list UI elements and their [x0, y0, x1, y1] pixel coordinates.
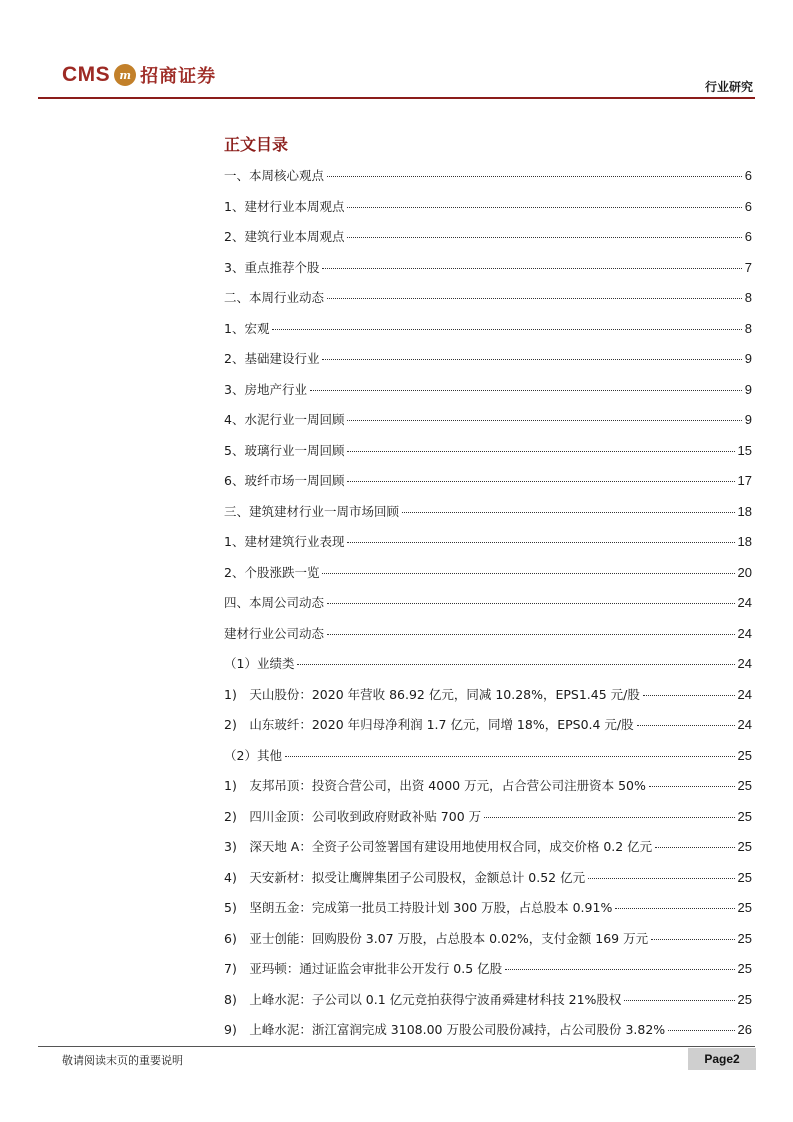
toc-entry-page: 25 — [737, 930, 752, 946]
company-logo — [62, 62, 216, 88]
toc-dot-leader — [297, 664, 734, 665]
toc-entry-label: 5) 坚朗五金：完成第一批员工持股计划 300 万股，占总股本 0.91% — [224, 900, 613, 915]
toc-dot-leader — [322, 268, 741, 269]
toc-dot-leader — [310, 390, 742, 391]
toc-entry[interactable] — [224, 532, 752, 563]
toc-entry-label: 建材行业公司动态 — [224, 625, 325, 641]
toc-entry[interactable] — [224, 593, 752, 624]
logo-latin-text: CMS — [62, 63, 111, 86]
toc-dot-leader — [668, 1030, 734, 1031]
toc-entry[interactable] — [224, 837, 752, 868]
toc-entry-label: 1、建材行业本周观点 — [224, 198, 345, 214]
toc-entry-label: 6、玻纤市场一周回顾 — [224, 473, 345, 488]
toc-dot-leader — [285, 756, 735, 757]
toc-entry-page: 9 — [744, 351, 752, 366]
toc-entry-page: 8 — [744, 290, 752, 305]
toc-dot-leader — [327, 176, 742, 177]
toc-entry[interactable] — [224, 746, 752, 777]
toc-dot-leader — [347, 542, 734, 543]
toc-entry-page: 24 — [737, 625, 752, 641]
toc-entry[interactable] — [224, 868, 752, 899]
toc-dot-leader — [347, 451, 734, 452]
toc-dot-leader — [637, 725, 735, 726]
toc-title: 正文目录 — [224, 135, 289, 154]
toc-entry[interactable] — [224, 410, 752, 441]
toc-entry-label: 2、基础建设行业 — [224, 351, 320, 366]
toc-entry-label: 9) 上峰水泥：浙江富润完成 3108.00 万股公司股份减持，占公司股份 3.82% — [224, 1022, 666, 1037]
toc-dot-leader — [347, 207, 741, 208]
toc-entry-page: 6 — [744, 168, 752, 183]
toc-entry-label: （1）业绩类 — [224, 656, 295, 671]
toc-entry-label: 7) 亚玛顿：通过证监会审批非公开发行 0.5 亿股 — [224, 961, 503, 976]
toc-dot-leader — [347, 420, 741, 421]
toc-entry-page: 25 — [737, 747, 752, 763]
toc-entry-label: 3、房地产行业 — [224, 381, 307, 397]
toc-dot-leader — [322, 359, 741, 360]
toc-entry-label: 4、水泥行业一周回顾 — [224, 412, 345, 427]
toc-entry-label: 1) 友邦吊顶：投资合营公司，出资 4000 万元，占合营公司注册资本 50% — [224, 778, 646, 793]
toc-entry-label: 2) 四川金顶：公司收到政府财政补贴 700 万 — [224, 808, 482, 824]
toc-dot-leader — [322, 573, 734, 574]
toc-entry-label: 8) 上峰水泥：子公司以 0.1 亿元竞拍获得宁波甬舜建材科技 21%股权 — [224, 991, 622, 1007]
toc-entry-label: 6) 亚士创能：回购股份 3.07 万股，占总股本 0.02%，支付金额 169 万元 — [224, 930, 649, 946]
toc-dot-leader — [347, 481, 734, 482]
toc-entry-page: 9 — [744, 381, 752, 397]
logo-emblem-letter: m — [119, 68, 131, 82]
toc-entry-label: （2）其他 — [224, 747, 282, 763]
toc-entry-label: 四、本周公司动态 — [224, 595, 325, 610]
toc-entry-page: 25 — [737, 869, 752, 885]
toc-entry-page: 25 — [737, 961, 752, 976]
toc-dot-leader — [649, 786, 735, 787]
footer-disclaimer: 敬请阅读末页的重要说明 — [62, 1054, 183, 1067]
header-divider — [38, 97, 755, 99]
toc-entry[interactable] — [224, 654, 752, 685]
toc-entry-page: 24 — [737, 595, 752, 610]
toc-entry[interactable] — [224, 959, 752, 990]
logo-emblem-icon — [114, 64, 136, 86]
toc-dot-leader — [484, 817, 734, 818]
toc-entry[interactable] — [224, 929, 752, 960]
toc-entry[interactable] — [224, 349, 752, 380]
page-number-badge: Page2 — [688, 1048, 756, 1070]
toc-entry-page: 18 — [737, 534, 752, 549]
toc-dot-leader — [347, 237, 741, 238]
toc-entry[interactable] — [224, 380, 752, 411]
toc-entry[interactable] — [224, 776, 752, 807]
toc-entry-page: 6 — [744, 229, 752, 244]
toc-entry[interactable] — [224, 898, 752, 929]
toc-entry-label: 三、建筑建材行业一周市场回顾 — [224, 503, 400, 519]
toc-entry-page: 8 — [744, 320, 752, 336]
toc-entry[interactable] — [224, 166, 752, 197]
toc-entry[interactable] — [224, 624, 752, 655]
toc-entry-label: 一、本周核心观点 — [224, 168, 325, 183]
toc-entry-page: 25 — [737, 991, 752, 1007]
toc-entry-page: 25 — [737, 839, 752, 854]
toc-entry-page: 18 — [737, 503, 752, 519]
toc-dot-leader — [588, 878, 734, 879]
toc-dot-leader — [272, 329, 741, 330]
toc-entry-page: 24 — [737, 686, 752, 702]
toc-entry[interactable] — [224, 441, 752, 472]
logo-chinese-text: 招商证券 — [140, 66, 217, 87]
toc-entry[interactable] — [224, 807, 752, 838]
toc-entry-label: 3) 深天地 A：全资子公司签署国有建设用地使用权合同，成交价格 0.2 亿元 — [224, 839, 653, 854]
toc-entry-label: 3、重点推荐个股 — [224, 259, 320, 275]
toc-entry-page: 24 — [737, 717, 752, 732]
toc-entry-page: 9 — [744, 412, 752, 427]
toc-entry[interactable] — [224, 990, 752, 1021]
toc-entry-page: 7 — [744, 259, 752, 275]
toc-dot-leader — [327, 298, 742, 299]
toc-dot-leader — [327, 603, 735, 604]
toc-dot-leader — [327, 634, 735, 635]
toc-entry[interactable] — [224, 502, 752, 533]
toc-dot-leader — [402, 512, 735, 513]
toc-dot-leader — [655, 847, 734, 848]
toc-dot-leader — [615, 908, 734, 909]
toc-entry-page: 25 — [737, 808, 752, 824]
toc-entry-page: 25 — [737, 900, 752, 915]
toc-entry[interactable] — [224, 563, 752, 594]
report-section-label: 行业研究 — [704, 80, 753, 94]
footer-divider — [38, 1046, 755, 1047]
toc-entry-label: 2、个股涨跌一览 — [224, 564, 320, 580]
toc-dot-leader — [624, 1000, 734, 1001]
toc-entry-page: 15 — [737, 442, 752, 458]
toc-entry-label: 1) 天山股份：2020 年营收 86.92 亿元，同减 10.28%，EPS1.45 元/股 — [224, 686, 640, 702]
table-of-contents — [224, 166, 752, 1051]
toc-entry-page: 6 — [744, 198, 752, 214]
toc-entry-page: 17 — [737, 473, 752, 488]
toc-entry[interactable] — [224, 471, 752, 502]
toc-entry-page: 25 — [737, 778, 752, 793]
toc-entry[interactable] — [224, 197, 752, 228]
toc-entry-page: 20 — [737, 564, 752, 580]
toc-entry-label: 5、玻璃行业一周回顾 — [224, 442, 345, 458]
toc-entry[interactable] — [224, 288, 752, 319]
toc-entry-label: 1、宏观 — [224, 320, 270, 336]
toc-entry[interactable] — [224, 715, 752, 746]
toc-entry[interactable] — [224, 227, 752, 258]
toc-entry-page: 26 — [737, 1022, 752, 1037]
toc-entry-label: 2) 山东玻纤：2020 年归母净利润 1.7 亿元，同增 18%，EPS0.4 元/股 — [224, 717, 634, 732]
toc-dot-leader — [643, 695, 735, 696]
toc-entry-page: 24 — [737, 656, 752, 671]
toc-entry[interactable] — [224, 319, 752, 350]
toc-entry-label: 4) 天安新材：拟受让鹰牌集团子公司股权，金额总计 0.52 亿元 — [224, 869, 586, 885]
toc-dot-leader — [651, 939, 734, 940]
toc-entry-label: 2、建筑行业本周观点 — [224, 229, 345, 244]
toc-entry[interactable] — [224, 685, 752, 716]
toc-entry-label: 1、建材建筑行业表现 — [224, 534, 345, 549]
toc-dot-leader — [505, 969, 734, 970]
toc-entry[interactable] — [224, 258, 752, 289]
toc-entry-label: 二、本周行业动态 — [224, 290, 325, 305]
